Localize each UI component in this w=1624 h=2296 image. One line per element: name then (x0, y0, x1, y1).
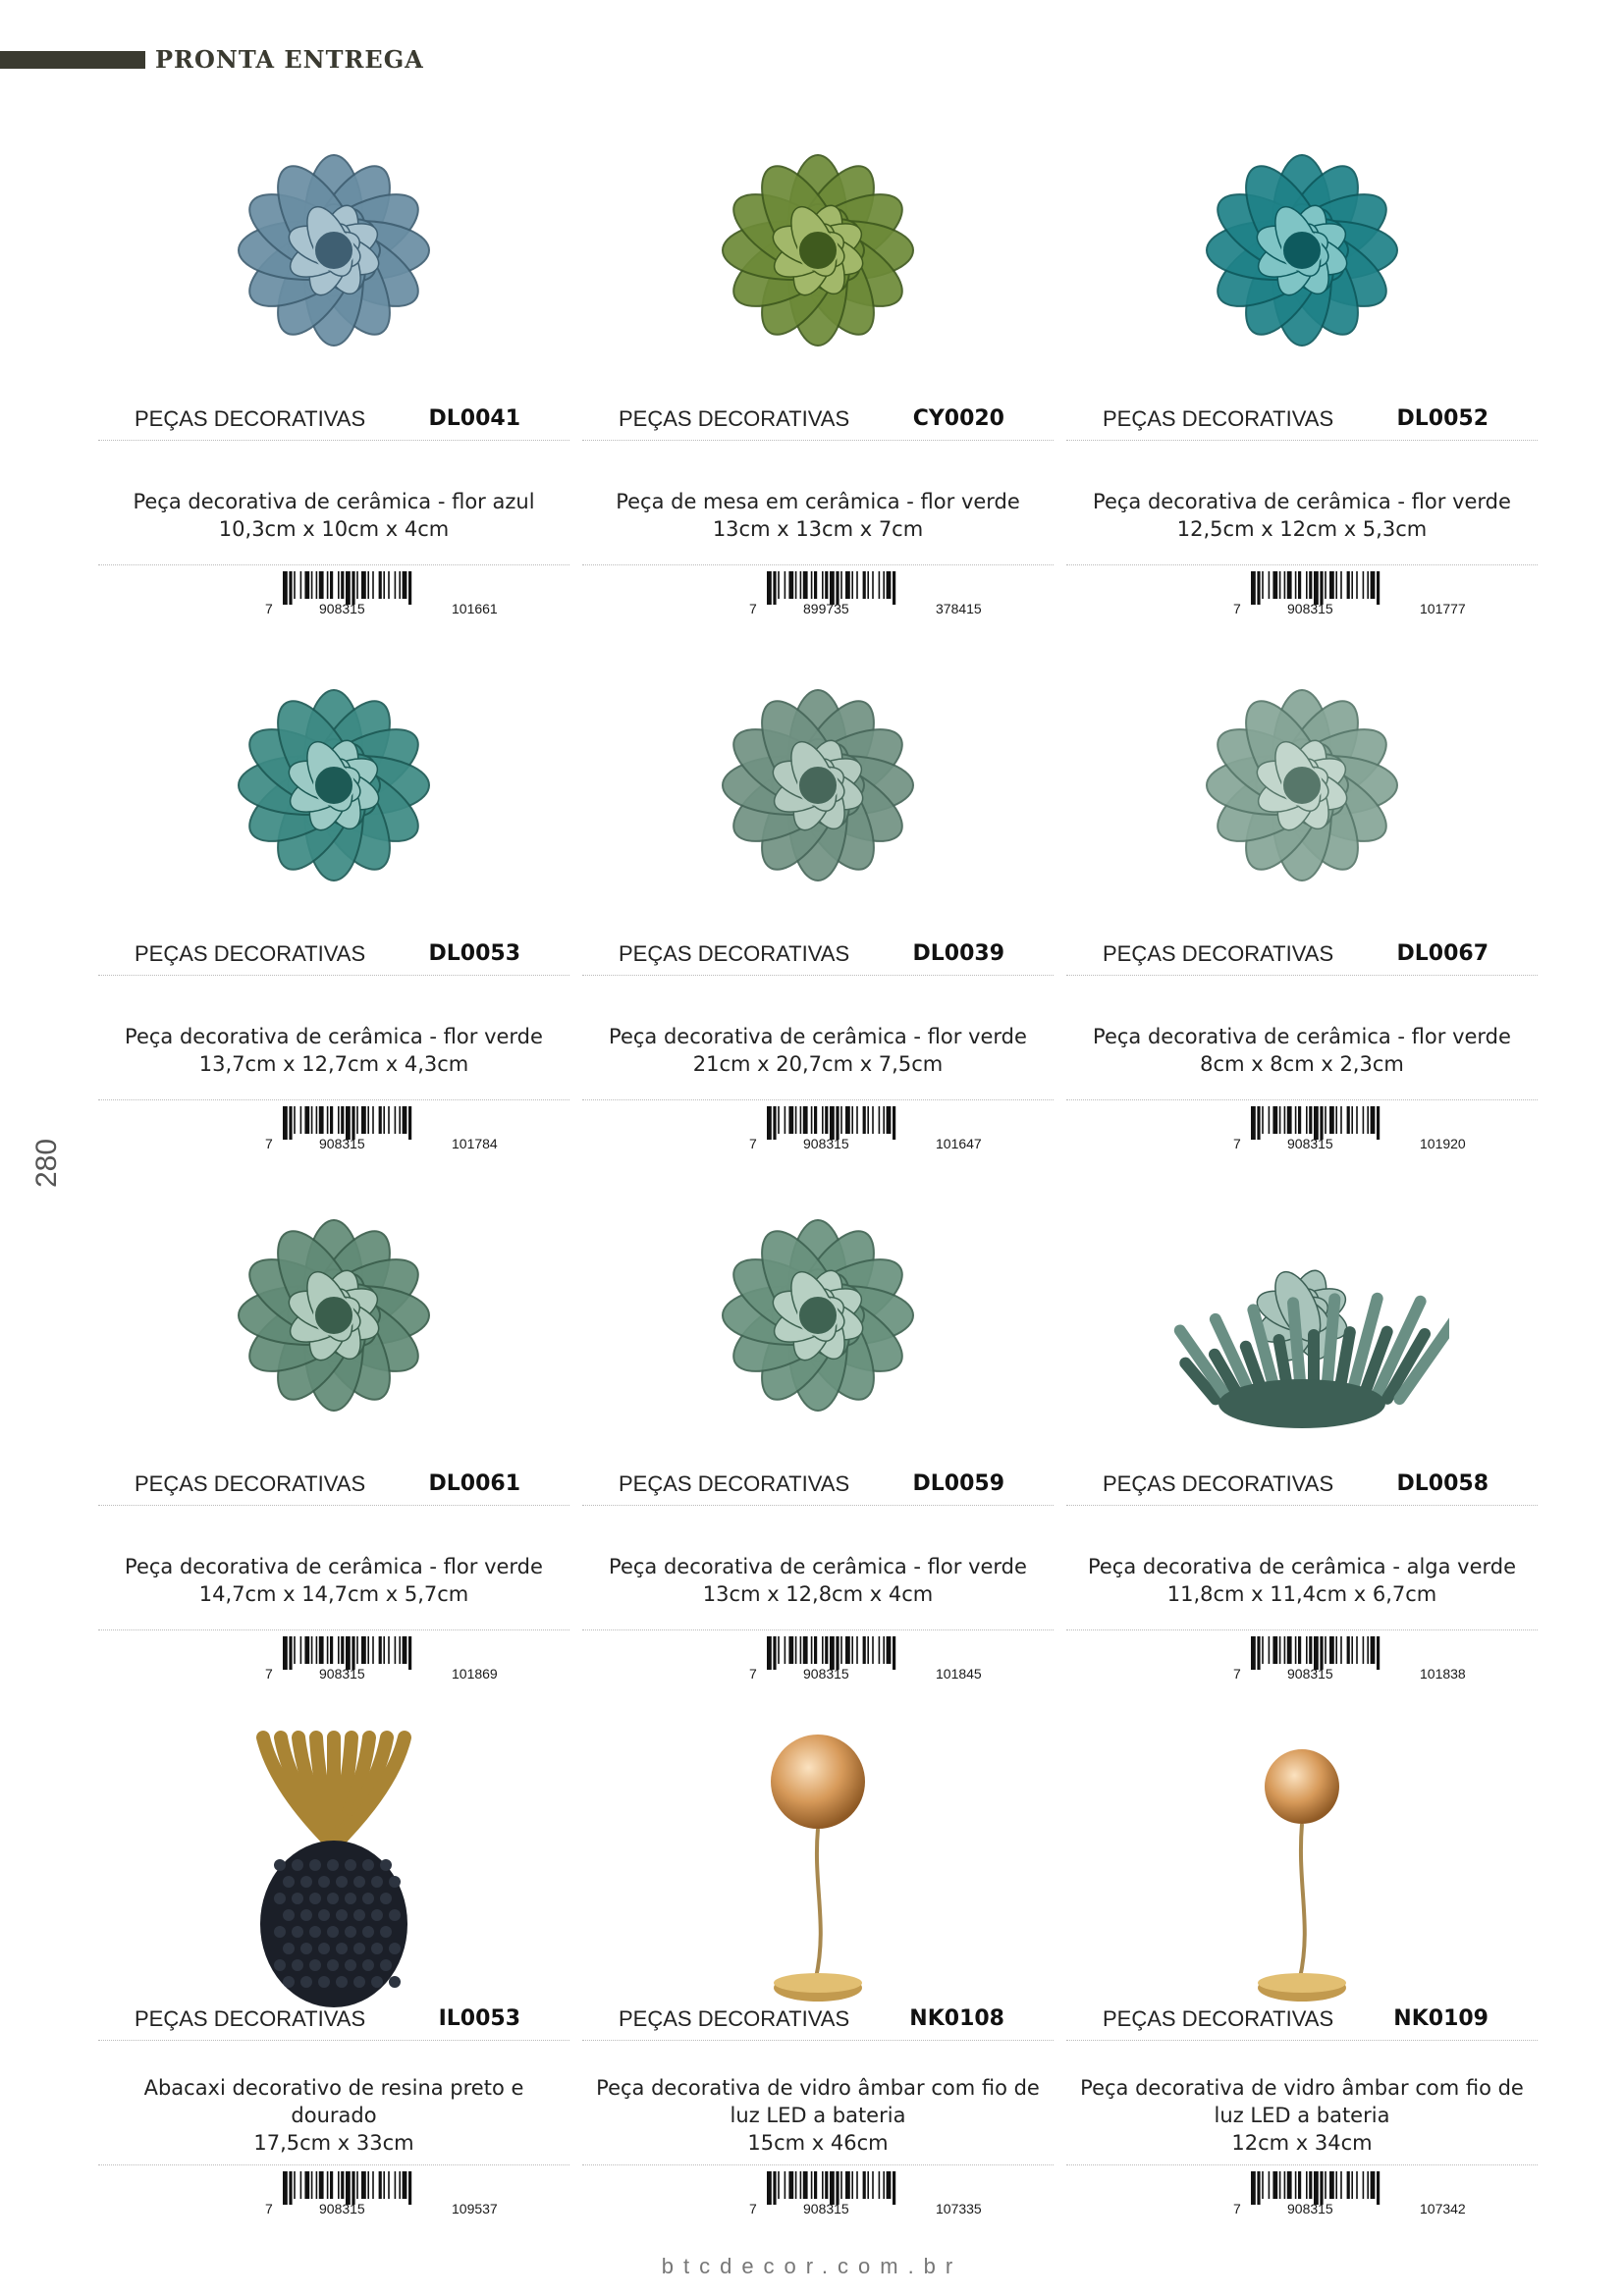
barcode-lead-digit: 7 (265, 1666, 273, 1682)
barcode-right-digits: 101838 (1420, 1666, 1466, 1682)
product-category: PEÇAS DECORATIVAS (135, 406, 366, 431)
barcode-left-digits: 908315 (319, 601, 365, 616)
product-barcode (265, 571, 560, 620)
product-category: PEÇAS DECORATIVAS (135, 2006, 366, 2031)
barcode-lead-digit: 7 (749, 2201, 757, 2216)
product-meta-row (1066, 2004, 1538, 2041)
divider (1066, 1629, 1538, 1631)
product-image[interactable] (1066, 1183, 1538, 1497)
product-meta-row (1066, 1469, 1538, 1506)
amber-globe-lamp-icon (671, 1728, 965, 2012)
blue-ceramic-flower-icon (187, 137, 481, 373)
product-description (1066, 1526, 1538, 1634)
barcode-lead-digit: 7 (1233, 2201, 1241, 2216)
barcode-bars-icon (1251, 571, 1381, 605)
product-barcode (265, 1636, 560, 1685)
barcode-bars-icon (283, 2171, 413, 2205)
product-image[interactable] (1066, 653, 1538, 967)
barcode-right-digits: 107335 (936, 2201, 982, 2216)
barcode-left-digits: 908315 (319, 1136, 365, 1151)
divider (582, 1629, 1054, 1631)
page-number: 280 (30, 1138, 63, 1189)
product-description-line: Peça decorativa de cerâmica - flor verde (125, 1025, 543, 1048)
product-category: PEÇAS DECORATIVAS (619, 406, 850, 431)
product-card[interactable] (98, 118, 569, 653)
barcode-left-digits: 908315 (1287, 1666, 1333, 1682)
product-image[interactable] (98, 1183, 569, 1497)
product-description-line: luz LED a bateria (1214, 2104, 1390, 2127)
barcode-lead-digit: 7 (265, 2201, 273, 2216)
teal-petal-flower-icon (187, 672, 481, 908)
product-category: PEÇAS DECORATIVAS (1103, 2006, 1334, 2031)
product-image[interactable] (582, 1718, 1054, 2022)
product-description-line: Peça decorativa de cerâmica - flor verde (609, 1025, 1027, 1048)
product-card[interactable] (1066, 653, 1538, 1188)
product-description-line: 17,5cm x 33cm (253, 2131, 414, 2155)
product-meta-row (582, 2004, 1054, 2041)
product-card[interactable] (1066, 1718, 1538, 2253)
barcode-left-digits: 908315 (1287, 1136, 1333, 1151)
divider (98, 2164, 569, 2166)
footer-site[interactable]: btcdecor.com.br (661, 2254, 963, 2278)
barcode-left-digits: 908315 (803, 2201, 849, 2216)
product-description-line: Peça decorativa de vidro âmbar com fio de (596, 2076, 1040, 2100)
product-meta-row (1066, 404, 1538, 441)
product-description (582, 2061, 1054, 2169)
divider (98, 564, 569, 566)
barcode-lead-digit: 7 (1233, 1666, 1241, 1682)
product-description (1066, 2061, 1538, 2169)
product-card[interactable] (582, 118, 1054, 653)
product-card[interactable] (582, 1718, 1054, 2253)
product-category: PEÇAS DECORATIVAS (619, 941, 850, 966)
product-description (98, 461, 569, 569)
product-description-line: 13,7cm x 12,7cm x 4,3cm (198, 1052, 469, 1076)
product-meta-row (98, 939, 569, 976)
barcode-bars-icon (767, 1636, 897, 1670)
product-category: PEÇAS DECORATIVAS (1103, 1471, 1334, 1496)
product-description-line: Peça decorativa de cerâmica - flor verde (609, 1555, 1027, 1578)
barcode-left-digits: 908315 (319, 2201, 365, 2216)
green-chrysanthemum-icon (671, 672, 965, 908)
barcode-right-digits: 101920 (1420, 1136, 1466, 1151)
divider (582, 564, 1054, 566)
barcode-bars-icon (767, 571, 897, 605)
product-description (1066, 461, 1538, 569)
product-card[interactable] (98, 653, 569, 1188)
product-image[interactable] (1066, 118, 1538, 432)
product-description-line: Peça decorativa de cerâmica - flor verde (125, 1555, 543, 1578)
product-description-line: 13cm x 13cm x 7cm (712, 517, 924, 541)
product-code: DL0059 (912, 1471, 1004, 1496)
product-image[interactable] (98, 1718, 569, 2022)
green-coral-icon (1155, 1202, 1449, 1438)
green-succulent-flower-icon (671, 137, 965, 373)
barcode-lead-digit: 7 (749, 1136, 757, 1151)
product-meta-row (582, 939, 1054, 976)
product-code: DL0067 (1396, 941, 1489, 966)
product-description (1066, 996, 1538, 1104)
barcode-bars-icon (283, 571, 413, 605)
divider (582, 1099, 1054, 1101)
barcode-lead-digit: 7 (1233, 1136, 1241, 1151)
barcode-right-digits: 101784 (452, 1136, 498, 1151)
product-category: PEÇAS DECORATIVAS (135, 1471, 366, 1496)
product-description-line: luz LED a bateria (730, 2104, 906, 2127)
product-category: PEÇAS DECORATIVAS (1103, 941, 1334, 966)
barcode-bars-icon (283, 1106, 413, 1140)
product-card[interactable] (98, 1718, 569, 2253)
barcode-left-digits: 908315 (1287, 601, 1333, 616)
product-barcode (749, 1106, 1044, 1155)
barcode-right-digits: 101777 (1420, 601, 1466, 616)
barcode-bars-icon (1251, 1106, 1381, 1140)
sage-flower-icon (1155, 672, 1449, 908)
product-description (98, 2061, 569, 2169)
green-star-flower-icon (671, 1202, 965, 1438)
product-meta-row (1066, 939, 1538, 976)
product-description-line: Peça decorativa de cerâmica - flor azul (133, 490, 535, 513)
product-description-line: Peça decorativa de vidro âmbar com fio de (1080, 2076, 1524, 2100)
product-category: PEÇAS DECORATIVAS (619, 1471, 850, 1496)
product-barcode (749, 571, 1044, 620)
product-barcode (749, 2171, 1044, 2220)
product-meta-row (98, 1469, 569, 1506)
product-code: NK0109 (1393, 2006, 1489, 2031)
barcode-bars-icon (1251, 2171, 1381, 2205)
product-description (582, 996, 1054, 1104)
divider (98, 1629, 569, 1631)
product-description-line: 11,8cm x 11,4cm x 6,7cm (1166, 1582, 1437, 1606)
barcode-lead-digit: 7 (265, 601, 273, 616)
product-code: CY0020 (912, 406, 1004, 431)
barcode-left-digits: 908315 (803, 1666, 849, 1682)
product-description-line: 15cm x 46cm (747, 2131, 889, 2155)
product-description-line: 13cm x 12,8cm x 4cm (702, 1582, 934, 1606)
product-image[interactable] (582, 118, 1054, 432)
product-description-line: 8cm x 8cm x 2,3cm (1200, 1052, 1404, 1076)
product-card[interactable] (1066, 1183, 1538, 1718)
barcode-right-digits: 101845 (936, 1666, 982, 1682)
product-code: NK0108 (909, 2006, 1004, 2031)
barcode-right-digits: 109537 (452, 2201, 498, 2216)
barcode-lead-digit: 7 (749, 601, 757, 616)
divider (1066, 1099, 1538, 1101)
barcode-left-digits: 908315 (803, 1136, 849, 1151)
product-code: DL0058 (1396, 1471, 1489, 1496)
product-barcode (1233, 1636, 1528, 1685)
amber-globe-lamp-small-icon (1155, 1728, 1449, 2012)
barcode-lead-digit: 7 (749, 1666, 757, 1682)
product-code: DL0061 (428, 1471, 520, 1496)
product-description (582, 1526, 1054, 1634)
product-description (582, 461, 1054, 569)
product-description-line: 10,3cm x 10cm x 4cm (218, 517, 450, 541)
product-description-line: 21cm x 20,7cm x 7,5cm (692, 1052, 944, 1076)
product-image[interactable] (98, 653, 569, 967)
product-barcode (265, 1106, 560, 1155)
product-barcode (1233, 571, 1528, 620)
black-gold-pineapple-icon (187, 1728, 481, 2012)
product-image[interactable] (582, 1183, 1054, 1497)
barcode-bars-icon (1251, 1636, 1381, 1670)
teal-ceramic-flower-icon (1155, 137, 1449, 373)
divider (582, 2164, 1054, 2166)
product-description-line: Peça decorativa de cerâmica - flor verde (1093, 490, 1511, 513)
green-lotus-flower-icon (187, 1202, 481, 1438)
product-category: PEÇAS DECORATIVAS (1103, 406, 1334, 431)
barcode-bars-icon (283, 1636, 413, 1670)
barcode-bars-icon (767, 2171, 897, 2205)
product-description-line: 12cm x 34cm (1231, 2131, 1373, 2155)
product-meta-row (98, 2004, 569, 2041)
product-image[interactable] (1066, 1718, 1538, 2022)
barcode-right-digits: 101647 (936, 1136, 982, 1151)
product-code: DL0052 (1396, 406, 1489, 431)
barcode-left-digits: 908315 (1287, 2201, 1333, 2216)
page-title: PRONTA ENTREGA (155, 45, 424, 74)
barcode-right-digits: 378415 (936, 601, 982, 616)
barcode-right-digits: 107342 (1420, 2201, 1466, 2216)
product-description-line: Peça de mesa em cerâmica - flor verde (616, 490, 1020, 513)
product-description-line: 14,7cm x 14,7cm x 5,7cm (198, 1582, 469, 1606)
barcode-left-digits: 908315 (319, 1666, 365, 1682)
product-card[interactable] (1066, 118, 1538, 653)
product-meta-row (582, 404, 1054, 441)
divider (1066, 564, 1538, 566)
product-meta-row (98, 404, 569, 441)
barcode-right-digits: 101661 (452, 601, 498, 616)
product-image[interactable] (98, 118, 569, 432)
product-category: PEÇAS DECORATIVAS (135, 941, 366, 966)
divider (98, 1099, 569, 1101)
product-category: PEÇAS DECORATIVAS (619, 2006, 850, 2031)
product-barcode (749, 1636, 1044, 1685)
header-bar (0, 51, 145, 69)
product-code: IL0053 (438, 2006, 520, 2031)
barcode-right-digits: 101869 (452, 1666, 498, 1682)
product-description (98, 1526, 569, 1634)
product-description-line: 12,5cm x 12cm x 5,3cm (1176, 517, 1428, 541)
product-meta-row (582, 1469, 1054, 1506)
product-code: DL0053 (428, 941, 520, 966)
barcode-left-digits: 899735 (803, 601, 849, 616)
product-description-line: Peça decorativa de cerâmica - alga verde (1087, 1555, 1517, 1578)
barcode-lead-digit: 7 (265, 1136, 273, 1151)
divider (1066, 2164, 1538, 2166)
product-image[interactable] (582, 653, 1054, 967)
product-barcode (1233, 1106, 1528, 1155)
product-barcode (265, 2171, 560, 2220)
product-description (98, 996, 569, 1104)
product-description-line: Abacaxi decorativo de resina preto e dourado (143, 2076, 524, 2127)
barcode-bars-icon (767, 1106, 897, 1140)
product-card[interactable] (582, 653, 1054, 1188)
product-description-line: Peça decorativa de cerâmica - flor verde (1093, 1025, 1511, 1048)
product-barcode (1233, 2171, 1528, 2220)
barcode-lead-digit: 7 (1233, 601, 1241, 616)
product-code: DL0041 (428, 406, 520, 431)
product-code: DL0039 (912, 941, 1004, 966)
product-card[interactable] (582, 1183, 1054, 1718)
product-card[interactable] (98, 1183, 569, 1718)
